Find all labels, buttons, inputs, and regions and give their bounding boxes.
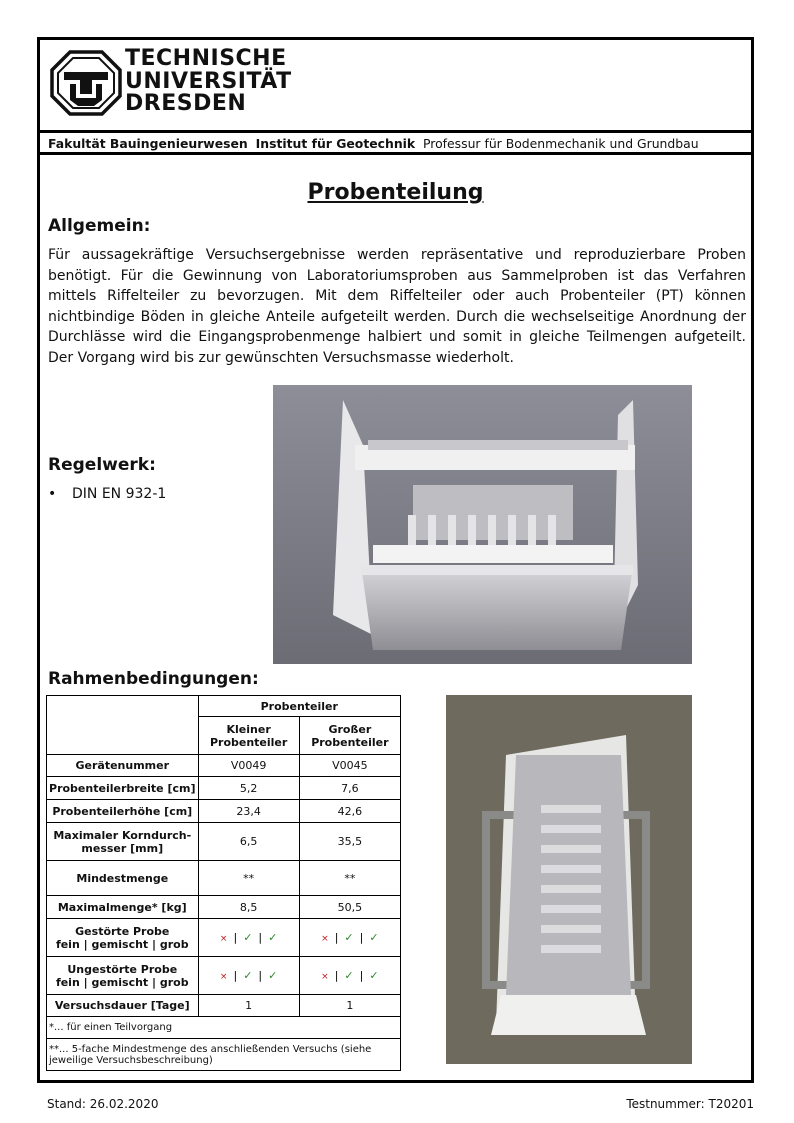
footer-test-number: Testnummer: T20201 [626, 1097, 754, 1111]
col-large-splitter: Großer Probenteiler [299, 717, 400, 755]
table-row-disturbed: Gestörte Probe fein | gemischt | grob × | ✓ | ✓ × | ✓ | ✓ [47, 919, 401, 957]
check-icon: ✓ [344, 969, 354, 982]
riffle-splitter-photo-top [446, 695, 692, 1064]
standards-heading: Regelwerk: [48, 455, 156, 475]
cross-icon: × [219, 934, 228, 944]
table-row: Maximalmenge* [kg] 8,5 50,5 [47, 896, 401, 919]
riffle-splitter-photo-front [273, 385, 692, 664]
general-heading: Allgemein: [48, 216, 151, 236]
check-icon: ✓ [243, 931, 253, 944]
group-header: Probenteiler [198, 696, 400, 717]
col-small-splitter: Kleiner Probenteiler [198, 717, 299, 755]
tu-dresden-logo-icon [50, 50, 122, 116]
check-icon: ✓ [268, 931, 278, 944]
faculty-name: Fakultät Bauingenieurwesen [48, 136, 248, 151]
faculty-bar [40, 133, 751, 155]
table-row: Probenteilerbreite [cm] 5,2 7,6 [47, 777, 401, 800]
check-icon: ✓ [369, 931, 379, 944]
cross-icon: × [321, 972, 329, 982]
general-text: Für aussagekräftige Versuchsergebnisse werden repräsentative und reproduzierbare Proben benötigt. Für die Gewinnung von Laboratoriumsproben aus Sammelproben ist das Verfahren mittels Riffelteiler zu bevorzugen. Mit dem Riffelteiler oder auch Probenteiler (PT) können nichtbindige Böden in gleiche Anteile aufgeteilt werden. Durch die wechselseitige Anordnung der Durchlässe wird die Eingangsprobenmenge halbiert und somit in gleiche Teilmengen aufgeteilt. Der Vorgang wird bis zur gewünschten Versuchsmasse wiederholt. [48, 247, 746, 366]
check-icon: ✓ [243, 969, 253, 982]
conditions-table [46, 695, 401, 1071]
footnote-2: **... 5-fache Mindestmenge des anschließenden Versuchs (siehe jeweilige Versuchsbeschreibung) [47, 1039, 401, 1071]
table-row: Mindestmenge ** ** [47, 861, 401, 896]
cross-icon: × [321, 934, 329, 944]
page-frame [37, 37, 754, 1083]
check-icon: ✓ [369, 969, 379, 982]
check-icon: ✓ [268, 969, 278, 982]
page-title: Probenteilung [307, 180, 484, 205]
cross-icon: × [219, 972, 228, 982]
table-row: Maximaler Korndurch-messer [mm] 6,5 35,5 [47, 823, 401, 861]
footer-date: Stand: 26.02.2020 [47, 1097, 159, 1111]
university-name: TECHNISCHE UNIVERSITÄT DRESDEN [125, 46, 292, 116]
table-corner [47, 696, 199, 755]
bullet-icon: • [48, 486, 57, 502]
table-row: Versuchsdauer [Tage] 1 1 [47, 995, 401, 1017]
footnote-1: *... für einen Teilvorgang [47, 1017, 401, 1039]
standard-item: • DIN EN 932-1 [48, 486, 167, 502]
conditions-heading: Rahmenbedingungen: [48, 669, 259, 689]
check-icon: ✓ [344, 931, 354, 944]
table-row: Probenteilerhöhe [cm] 23,4 42,6 [47, 800, 401, 823]
header [40, 40, 751, 133]
institute-name: Institut für Geotechnik [255, 136, 416, 151]
chair-name: Professur für Bodenmechanik und Grundbau [423, 136, 699, 151]
table-row: Gerätenummer V0049 V0045 [47, 755, 401, 777]
table-row-undisturbed: Ungestörte Probe fein | gemischt | grob × | ✓ | ✓ × | ✓ | ✓ [47, 957, 401, 995]
